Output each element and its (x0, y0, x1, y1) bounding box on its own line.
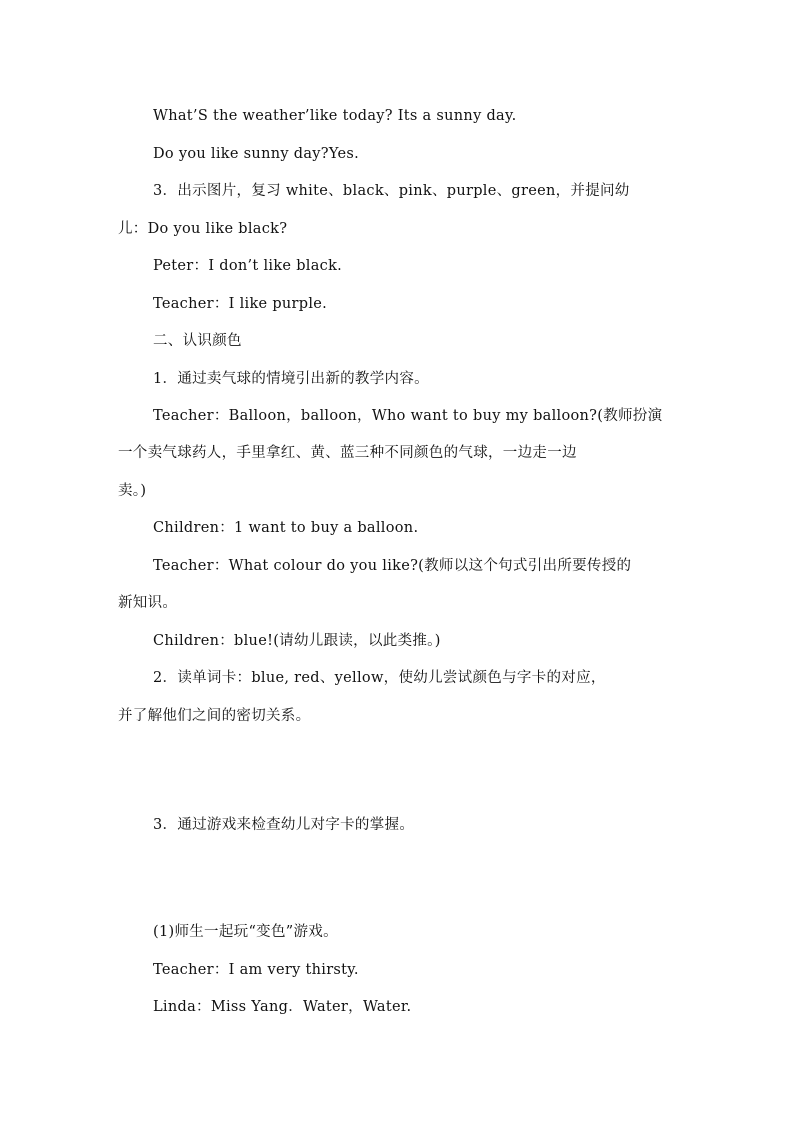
children-blue-line: Children：blue!(请幼儿跟读，以此类推。) (153, 633, 441, 649)
game-change-color-line: (1)师生一起玩“变色”游戏。 (153, 924, 338, 940)
step-1-balloon-scenario-line: 1．通过卖气球的情境引出新的教学内容。 (153, 371, 429, 387)
teacher-thirsty-line: Teacher：I am very thirsty. (153, 962, 359, 978)
peter-answer-line: Peter：I don’t like black. (153, 258, 343, 274)
step-3-review-colors-line: 3．出示图片，复习 white、black、pink、purple、green，并提问幼 (153, 183, 630, 199)
step-3-question-continuation-line: 儿：Do you like black? (118, 221, 288, 237)
linda-water-line: Linda：Miss Yang．Water，Water. (153, 999, 412, 1015)
step-2-word-cards-continuation-line: 并了解他们之间的密切关系。 (118, 708, 311, 724)
section-heading-recognize-colors: 二、认识颜色 (153, 333, 242, 349)
sunny-day-line: Do you like sunny day?Yes. (153, 146, 359, 162)
teacher-colour-question-line: Teacher：What colour do you like?(教师以这个句式引出所要传授的 (153, 558, 632, 574)
teacher-balloon-line: Teacher：Balloon，balloon，Who want to buy my balloon?(教师扮演 (153, 408, 663, 424)
step-2-word-cards-line: 2．读单词卡：blue, red、yellow，使幼儿尝试颜色与字卡的对应， (153, 670, 606, 686)
teacher-purple-line: Teacher：I like purple. (153, 296, 328, 312)
weather-question-line: What’S the weather’like today? Its a sunny day. (153, 108, 517, 124)
teacher-balloon-continuation-line: 一个卖气球药人，手里拿红、黄、蓝三种不同颜色的气球，一边走一边 (118, 445, 577, 461)
children-buy-balloon-line: Children：1 want to buy a balloon. (153, 520, 419, 536)
teacher-balloon-end-line: 卖。) (118, 483, 147, 499)
step-3-game-check-line: 3．通过游戏来检查幼儿对字卡的掌握。 (153, 817, 415, 833)
teacher-colour-question-continuation-line: 新知识。 (118, 595, 178, 611)
